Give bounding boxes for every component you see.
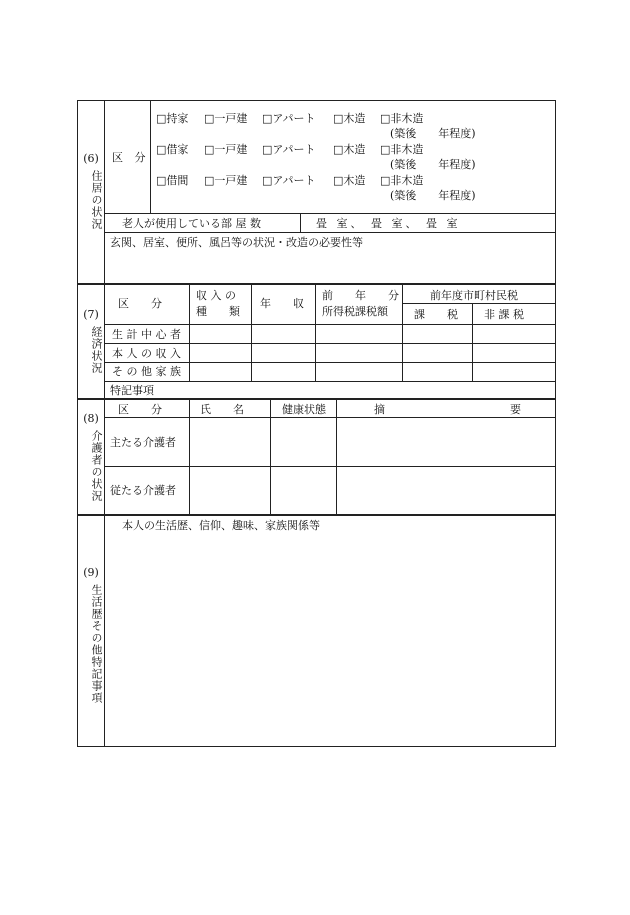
option-detached[interactable]: □一戸建 <box>204 143 248 156</box>
life-history-label: 本人の生活歴、信仰、趣味、家族関係等 <box>122 519 320 532</box>
header-name: 氏 名 <box>200 403 244 416</box>
col-divider-3 <box>315 284 316 382</box>
row-divider <box>104 381 556 382</box>
years-built: (築後 年程度) <box>390 127 476 140</box>
col-divider-4 <box>402 284 403 382</box>
section-divider-7 <box>77 283 556 285</box>
room-row-bottom <box>104 232 556 233</box>
col-divider-2 <box>251 284 252 382</box>
option-detached[interactable]: □一戸建 <box>204 174 248 187</box>
option-detached[interactable]: □一戸建 <box>204 112 248 125</box>
section-number: (9) <box>83 566 99 579</box>
option-apartment[interactable]: □アパート <box>262 112 316 125</box>
row-label-household-head: 生 計 中 心 者 <box>112 328 181 341</box>
header-annual-income: 年 収 <box>260 297 304 310</box>
muni-tax-subdivider <box>402 303 556 304</box>
row-label-primary-caregiver: 主たる介護者 <box>110 436 176 449</box>
section-title: 住居の状況 <box>90 170 103 230</box>
header-bottom <box>104 417 556 418</box>
option-non-wooden[interactable]: □非木造 <box>380 143 424 156</box>
option-rented-room[interactable]: □借間 <box>156 174 189 187</box>
header-summary: 摘 <box>374 403 385 416</box>
header-income-type: 収 入 の <box>196 289 236 302</box>
row-divider <box>104 343 556 344</box>
header-prev-income-tax: 所得税課税額 <box>322 305 388 318</box>
row-label-own-income: 本 人 の 収 入 <box>112 347 181 360</box>
header-bottom <box>104 324 556 325</box>
row-label-secondary-caregiver: 従たる介護者 <box>110 484 176 497</box>
row-divider <box>104 362 556 363</box>
option-non-wooden[interactable]: □非木造 <box>380 174 424 187</box>
room-count-values[interactable]: 畳 室、 畳 室、 畳 室 <box>316 217 461 230</box>
years-built: (築後 年程度) <box>390 189 476 202</box>
header-municipal-tax: 前年度市町村民税 <box>430 289 518 302</box>
header-taxed: 課 税 <box>414 308 458 321</box>
life-history-entry-area[interactable] <box>105 535 555 745</box>
kubun-divider <box>150 100 151 213</box>
section-title: 生活歴その他特記事項 <box>90 584 103 704</box>
option-own-house[interactable]: □持家 <box>156 112 189 125</box>
header-prev-income-tax: 前 年 分 <box>322 289 399 302</box>
section-divider-8 <box>77 398 556 400</box>
special-notes-label: 特記事項 <box>110 384 154 397</box>
option-rented-house[interactable]: □借家 <box>156 143 189 156</box>
frame-bottom-border <box>77 746 556 747</box>
room-count-divider <box>300 213 301 232</box>
header-kubun: 区 分 <box>118 403 162 416</box>
section-title: 介護者の状況 <box>90 430 103 502</box>
section-number: (8) <box>83 412 99 425</box>
option-wooden[interactable]: □木造 <box>333 112 366 125</box>
col-divider-1 <box>189 284 190 382</box>
row-label-other-family: そ の 他 家 族 <box>112 365 181 378</box>
option-apartment[interactable]: □アパート <box>262 174 316 187</box>
section-number: (6) <box>83 152 99 165</box>
header-kubun: 区 分 <box>118 297 162 310</box>
option-non-wooden[interactable]: □非木造 <box>380 112 424 125</box>
row-divider <box>104 466 556 467</box>
option-wooden[interactable]: □木造 <box>333 174 366 187</box>
header-health: 健康状態 <box>282 403 326 416</box>
room-row-top <box>104 213 556 214</box>
section-divider-9 <box>77 514 556 516</box>
years-built: (築後 年程度) <box>390 158 476 171</box>
option-apartment[interactable]: □アパート <box>262 143 316 156</box>
kubun-label: 区 分 <box>112 151 150 164</box>
housing-notes-label: 玄関、居室、便所、風呂等の状況・改造の必要性等 <box>110 236 363 249</box>
section-title: 経済状況 <box>90 326 103 374</box>
header-income-type: 種 類 <box>196 305 240 318</box>
room-count-label: 老人が使用している部 屋 数 <box>122 217 261 230</box>
section-number: (7) <box>83 308 99 321</box>
frame-right-border <box>555 100 556 747</box>
header-summary: 要 <box>510 403 521 416</box>
option-wooden[interactable]: □木造 <box>333 143 366 156</box>
frame-top-border <box>77 100 556 101</box>
header-non-taxed: 非 課 税 <box>484 308 524 321</box>
